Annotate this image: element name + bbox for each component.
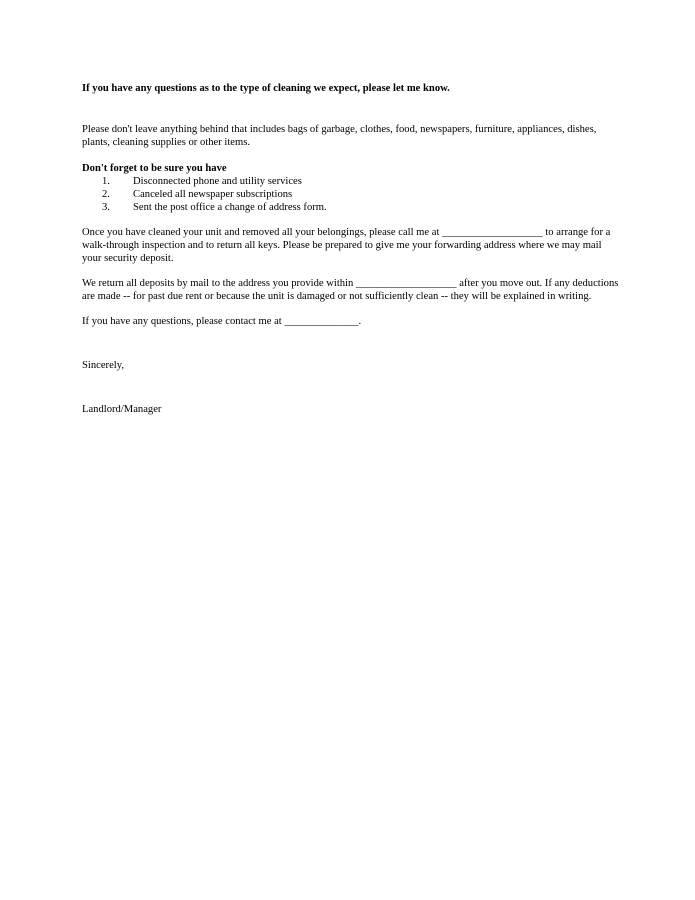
- letter-body: [82, 82, 622, 416]
- checklist: [82, 175, 622, 214]
- checklist-text: Disconnected phone and utility services: [133, 176, 302, 187]
- checklist-text: Sent the post office a change of address form.: [133, 202, 327, 213]
- walkthrough-paragraph: Once you have cleaned your unit and removed all your belongings, please call me at ___________________ to arrange for a walk-through inspection and to return all keys. Please be prepared to give me your forwarding address where we may mail your security deposit.: [82, 227, 611, 264]
- spacer: [82, 372, 622, 403]
- cleaning-questions-heading: If you have any questions as to the type of cleaning we expect, please let me know.: [82, 83, 450, 94]
- spacer: [82, 328, 622, 359]
- contact-paragraph: If you have any questions, please contact me at ______________.: [82, 316, 362, 327]
- checklist-number: 2.: [102, 189, 110, 200]
- checklist-item: [82, 188, 622, 201]
- leave-nothing-paragraph: Please don't leave anything behind that includes bags of garbage, clothes, food, newspapers, furniture, appliances, dishes, plants, cleaning supplies or other items.: [82, 124, 597, 148]
- checklist-text: Canceled all newspaper subscriptions: [133, 189, 293, 200]
- closing: Sincerely,: [82, 360, 124, 371]
- checklist-title: Don't forget to be sure you have: [82, 163, 227, 174]
- deposits-paragraph: We return all deposits by mail to the address you provide within ___________________ after you move out. If any deductions are made -- for past due rent or because the unit is damaged or not sufficiently clean -- they will be explained in writing.: [82, 278, 619, 302]
- checklist-item: [82, 201, 622, 214]
- spacer: [82, 149, 622, 162]
- signature-title: Landlord/Manager: [82, 404, 162, 415]
- checklist-number: 1.: [102, 176, 110, 187]
- checklist-number: 3.: [102, 202, 110, 213]
- spacer: [82, 95, 622, 123]
- spacer: [82, 214, 622, 226]
- checklist-item: [82, 175, 622, 188]
- spacer: [82, 303, 622, 315]
- spacer: [82, 265, 622, 277]
